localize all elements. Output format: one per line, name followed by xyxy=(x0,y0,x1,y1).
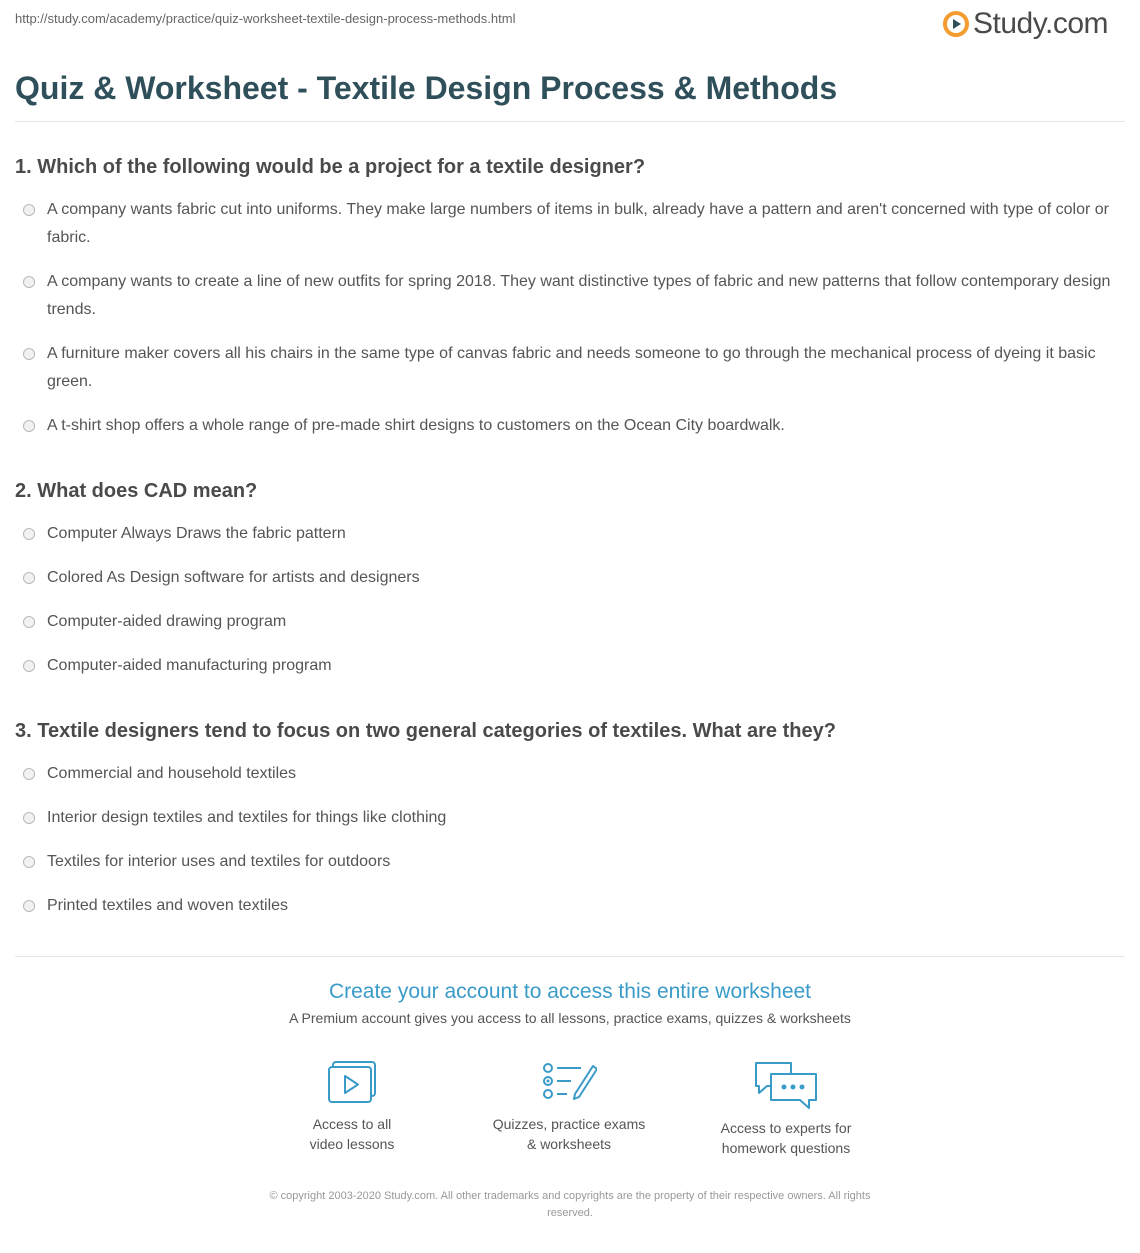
feature-quizzes xyxy=(469,1060,669,1154)
feature-label-line: Access to experts for xyxy=(720,1120,852,1136)
question-1 xyxy=(15,154,1125,440)
answer-options xyxy=(15,760,1125,920)
radio-button[interactable] xyxy=(23,616,35,628)
top-bar xyxy=(0,0,1140,50)
answer-text: A company wants to create a line of new outfits for spring 2018. They want distinctive types of fabric and new patterns that follow contemporary design trends. xyxy=(47,273,1111,318)
answer-option[interactable] xyxy=(15,340,1125,396)
title-divider xyxy=(15,121,1125,122)
radio-button[interactable] xyxy=(23,660,35,672)
answer-text: Computer-aided manufacturing program xyxy=(47,657,332,674)
copyright-line: © copyright 2003-2020 Study.com. All other trademarks and copyrights are the property of their respective owners. All rights xyxy=(269,1190,871,1202)
answer-option[interactable] xyxy=(15,848,1125,876)
radio-button[interactable] xyxy=(23,856,35,868)
answer-text: Interior design textiles and textiles for things like clothing xyxy=(47,809,447,826)
cta-divider xyxy=(15,956,1125,957)
answer-text: Commercial and household textiles xyxy=(47,765,297,782)
feature-label-line: Quizzes, practice exams xyxy=(492,1116,646,1132)
radio-button[interactable] xyxy=(23,276,35,288)
video-lessons-icon xyxy=(326,1060,378,1106)
answer-option[interactable] xyxy=(15,804,1125,832)
answer-option[interactable] xyxy=(15,652,1125,680)
answer-option[interactable] xyxy=(15,412,1125,440)
feature-label-line: homework questions xyxy=(721,1140,851,1156)
answer-text: Computer Always Draws the fabric pattern xyxy=(47,525,346,542)
copyright-line: reserved. xyxy=(547,1207,593,1219)
answer-text: Textiles for interior uses and textiles for outdoors xyxy=(47,853,391,870)
answer-option[interactable] xyxy=(15,520,1125,548)
logo-text: Study.com xyxy=(973,7,1108,40)
page-url: http://study.com/academy/practice/quiz-worksheet-textile-design-process-methods.html xyxy=(15,11,516,26)
feature-video-lessons xyxy=(252,1060,452,1154)
question-2 xyxy=(15,478,1125,680)
signup-cta xyxy=(0,975,1140,1027)
study-logo[interactable] xyxy=(943,6,1108,42)
question-title: 2. What does CAD mean? xyxy=(15,480,258,502)
answer-option[interactable] xyxy=(15,564,1125,592)
cta-subtitle: A Premium account gives you access to all lessons, practice exams, quizzes & worksheets xyxy=(289,1010,851,1026)
answer-text: Colored As Design software for artists and designers xyxy=(47,569,420,586)
checklist-icon xyxy=(541,1060,597,1106)
feature-label xyxy=(469,1114,669,1154)
answer-options xyxy=(15,520,1125,680)
page-title: Quiz & Worksheet - Textile Design Process & Methods xyxy=(15,70,838,106)
radio-button[interactable] xyxy=(23,812,35,824)
answer-option[interactable] xyxy=(15,196,1125,252)
question-title: 3. Textile designers tend to focus on two general categories of textiles. What are they? xyxy=(15,720,836,742)
answer-option[interactable] xyxy=(15,268,1125,324)
question-title: 1. Which of the following would be a project for a textile designer? xyxy=(15,156,646,178)
feature-label xyxy=(252,1114,452,1154)
feature-label-line: & worksheets xyxy=(526,1136,612,1152)
radio-button[interactable] xyxy=(23,204,35,216)
feature-label xyxy=(686,1118,886,1158)
chat-bubbles-icon xyxy=(753,1060,819,1110)
radio-button[interactable] xyxy=(23,420,35,432)
answer-option[interactable] xyxy=(15,608,1125,636)
answer-option[interactable] xyxy=(15,892,1125,920)
radio-button[interactable] xyxy=(23,572,35,584)
question-3 xyxy=(15,718,1125,920)
radio-button[interactable] xyxy=(23,768,35,780)
copyright-notice xyxy=(210,1188,930,1222)
create-account-link[interactable]: Create your account to access this entire worksheet xyxy=(328,980,812,1003)
answer-text: Printed textiles and woven textiles xyxy=(47,897,289,914)
radio-button[interactable] xyxy=(23,900,35,912)
feature-experts xyxy=(686,1060,886,1158)
answer-options xyxy=(15,196,1125,440)
answer-option[interactable] xyxy=(15,760,1125,788)
feature-label-line: video lessons xyxy=(309,1136,395,1152)
answer-text: A furniture maker covers all his chairs in the same type of canvas fabric and needs someone to go through the mechanical process of dyeing it basic green. xyxy=(47,345,1096,390)
answer-text: A t-shirt shop offers a whole range of pre-made shirt designs to customers on the Ocean City boardwalk. xyxy=(47,417,785,434)
answer-text: A company wants fabric cut into uniforms. They make large numbers of items in bulk, already have a pattern and aren't concerned with type of color or fabric. xyxy=(47,201,1109,246)
radio-button[interactable] xyxy=(23,348,35,360)
radio-button[interactable] xyxy=(23,528,35,540)
play-logo-icon xyxy=(943,11,969,37)
feature-label-line: Access to all xyxy=(312,1116,392,1132)
answer-text: Computer-aided drawing program xyxy=(47,613,287,630)
